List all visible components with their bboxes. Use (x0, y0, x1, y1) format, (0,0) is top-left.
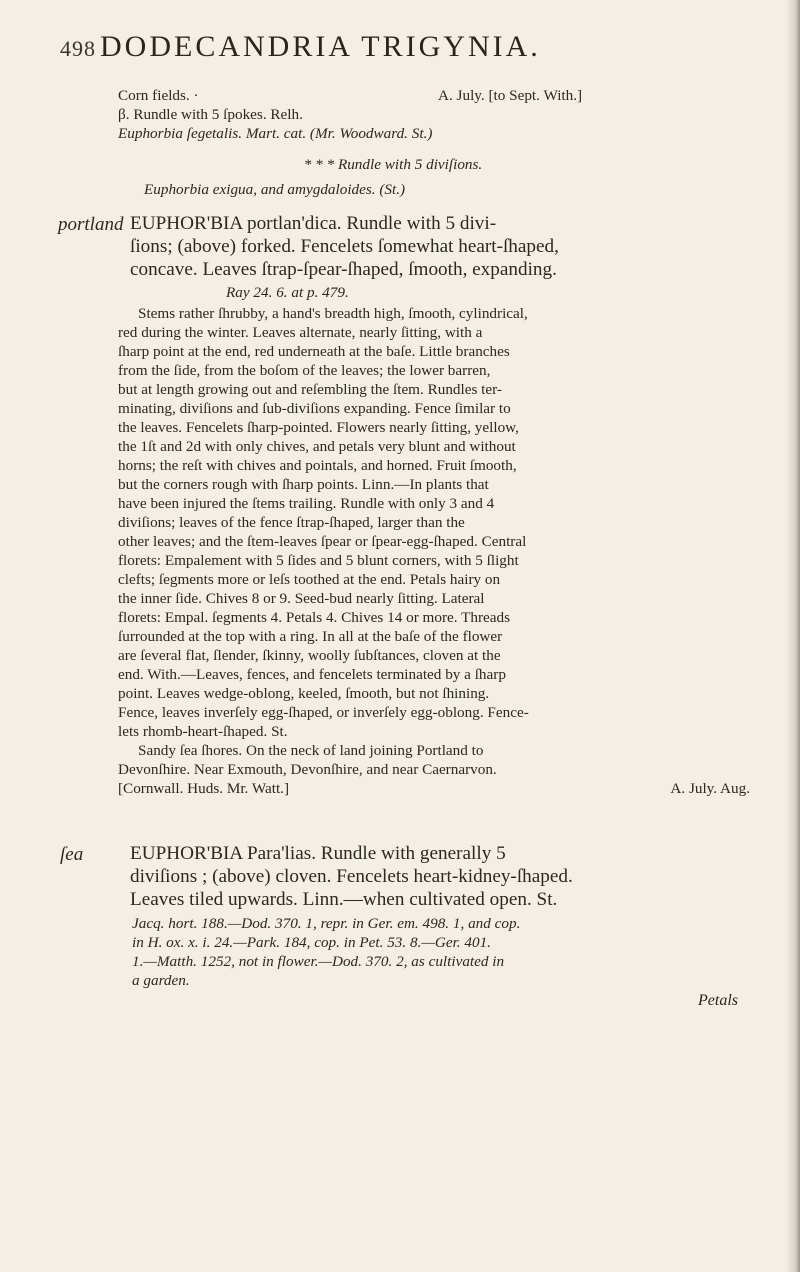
margin-label-portland: portland (58, 214, 124, 235)
margin-label-sea: ſea (60, 844, 84, 865)
heading-line: ſions; (above) forked. Fencelets ſomewhat heart-ſhaped, (130, 236, 559, 257)
body-line: end. With.—Leaves, fences, and fencelets terminated by a ſharp (118, 666, 506, 683)
body-line: Fence, leaves inverſely egg-ſhaped, or inverſely egg-oblong. Fence- (118, 704, 529, 721)
habitat-line (118, 86, 768, 105)
habitat-text: Corn fields. · (118, 87, 199, 104)
section-species: Euphorbia exigua, and amygdaloides. (St.) (144, 181, 406, 198)
flowering-time: A. July. Aug. (670, 780, 750, 797)
body-line: lets rhomb-heart-ſhaped. St. (118, 723, 288, 740)
body-line: minating, diviſions and ſub-diviſions expanding. Fence ſimilar to (118, 400, 511, 417)
portland-heading (130, 212, 760, 281)
body-line: are ſeveral flat, ſlender, ſkinny, woolly ſubſtances, cloven at the (118, 647, 501, 664)
body-line: florets: Empalement with 5 ſides and 5 blunt corners, with 5 ſlight (118, 552, 519, 569)
flowering-text: A. July. [to Sept. With.] (438, 87, 583, 104)
sea-refs (132, 914, 762, 990)
ref-line: Jacq. hort. 188.—Dod. 370. 1, repr. in Ger. em. 498. 1, and cop. (132, 915, 521, 932)
body-line: Devonſhire. Near Exmouth, Devonſhire, and near Caernarvon. (118, 761, 497, 778)
body-line: horns; the reſt with chives and pointals, and horned. Fruit ſmooth, (118, 457, 517, 474)
body-line: other leaves; and the ſtem-leaves ſpear or ſpear-egg-ſhaped. Central (118, 533, 527, 550)
body-line: Sandy ſea ſhores. On the neck of land joining Portland to (138, 742, 484, 759)
body-line: Stems rather ſhrubby, a hand's breadth high, ſmooth, cylindrical, (138, 305, 528, 322)
top-entries (118, 86, 768, 199)
body-line: clefts; ſegments more or leſs toothed at the end. Petals hairy on (118, 571, 501, 588)
heading-line: concave. Leaves ſtrap-ſpear-ſhaped, ſmooth, expanding. (130, 259, 557, 280)
body-line: the inner ſide. Chives 8 or 9. Seed-bud nearly ſitting. Lateral (118, 590, 485, 607)
body-line: point. Leaves wedge-oblong, keeled, ſmooth, but not ſhining. (118, 685, 490, 702)
body-line: red during the winter. Leaves alternate, nearly ſitting, with a (118, 324, 483, 341)
body-line: the leaves. Fencelets ſharp-pointed. Flowers nearly ſitting, yellow, (118, 419, 519, 436)
body-line: ſharp point at the end, red underneath at the baſe. Little branches (118, 343, 510, 360)
ref-line: 1.—Matth. 1252, not in flower.—Dod. 370. 2, as cultivated in (132, 953, 505, 970)
closing-line (118, 779, 758, 798)
body-line: ſurrounded at the top with a ring. In all at the baſe of the flower (118, 628, 503, 645)
page-number: 498 (60, 36, 96, 61)
heading-line: diviſions ; (above) cloven. Fencelets heart-kidney-ſhaped. (130, 866, 573, 887)
variety-line: β. Rundle with 5 ſpokes. Relh. (118, 106, 303, 123)
authority-text: [Cornwall. Huds. Mr. Watt.] (118, 780, 290, 797)
section-heading: * * * Rundle with 5 diviſions. (303, 156, 483, 173)
body-line: florets: Empal. ſegments 4. Petals 4. Chives 14 or more. Threads (118, 609, 510, 626)
catchword: Petals (698, 992, 738, 1009)
ref-line: a garden. (132, 972, 190, 989)
sea-heading (130, 842, 760, 911)
body-line: but the corners rough with ſharp points. Linn.—In plants that (118, 476, 489, 493)
body-line: have been injured the ſtems trailing. Rundle with only 3 and 4 (118, 495, 495, 512)
body-line: diviſions; leaves of the fence ſtrap-ſhaped, larger than the (118, 514, 465, 531)
page-header (60, 30, 760, 70)
body-line: the 1ſt and 2d with only chives, and petals very blunt and without (118, 438, 516, 455)
heading-line: EUPHOR'BIA portlan'dica. Rundle with 5 divi- (130, 213, 497, 234)
body-line: but at length growing out and reſembling the ſtem. Rundles ter- (118, 381, 502, 398)
portland-ref: Ray 24. 6. at p. 479. (226, 284, 349, 301)
body-line: from the ſide, from the boſom of the leaves; the lower barren, (118, 362, 491, 379)
page-edge-shadow (786, 0, 800, 1272)
heading-line: EUPHOR'BIA Para'lias. Rundle with generally 5 (130, 843, 506, 864)
ref-line: in H. ox. x. i. 24.—Park. 184, cop. in Pet. 53. 8.—Ger. 401. (132, 934, 491, 951)
heading-line: Leaves tiled upwards. Linn.—when cultivated open. St. (130, 889, 558, 910)
synonym-line: Euphorbia ſegetalis. Mart. cat. (Mr. Woodward. St.) (118, 125, 433, 142)
portland-body (118, 304, 758, 798)
running-head: DODECANDRIA TRIGYNIA. (100, 30, 541, 63)
